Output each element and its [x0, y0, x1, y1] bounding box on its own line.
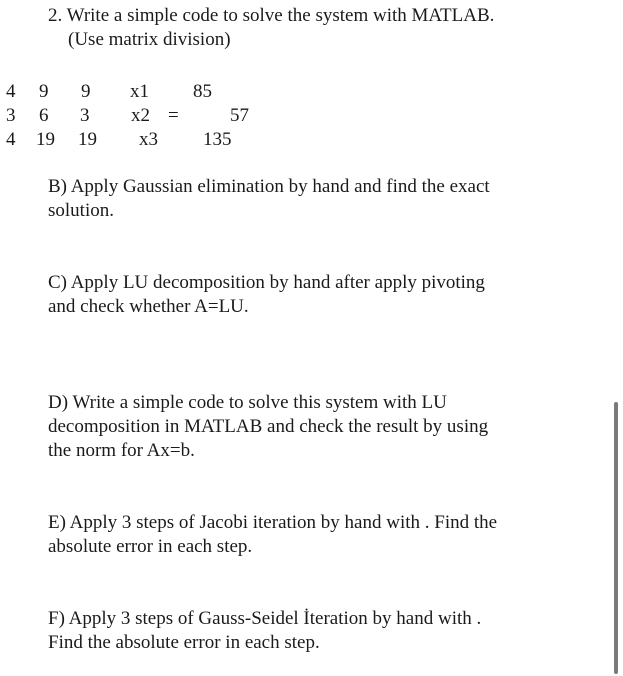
rhs-value: 85 — [193, 81, 212, 102]
matrix-cell: 19 — [78, 129, 97, 150]
part-f-line: Find the absolute error in each step. — [48, 632, 320, 653]
matrix-cell: 19 — [36, 129, 55, 150]
vertical-scrollbar[interactable] — [614, 402, 618, 674]
rhs-value: 57 — [230, 105, 249, 126]
part-c — [48, 271, 548, 319]
rhs-value: 135 — [203, 129, 232, 150]
part-c-line: and check whether A=LU. — [48, 296, 249, 317]
part-d — [48, 391, 548, 463]
part-e-line: E) Apply 3 steps of Jacobi iteration by hand with . Find the — [48, 512, 498, 533]
part-f — [48, 607, 548, 655]
matrix-cell: 9 — [81, 81, 91, 102]
part-d-line: D) Write a simple code to solve this system with LU — [48, 392, 447, 413]
part-e — [48, 511, 548, 559]
matrix-cell: 3 — [6, 105, 16, 126]
part-b-line: B) Apply Gaussian elimination by hand and find the exact — [48, 176, 490, 197]
question-line-2: (Use matrix division) — [68, 29, 231, 50]
question-line-1: 2. Write a simple code to solve the system with MATLAB. — [48, 5, 495, 26]
part-c-line: C) Apply LU decomposition by hand after apply pivoting — [48, 272, 485, 293]
unknown-x2: x2 — [131, 105, 150, 126]
part-d-line: decomposition in MATLAB and check the result by using — [48, 416, 489, 437]
matrix-cell: 6 — [39, 105, 49, 126]
unknown-x1: x1 — [130, 81, 149, 102]
equals-sign: = — [168, 105, 179, 126]
matrix-cell: 9 — [39, 81, 49, 102]
part-b-line: solution. — [48, 200, 114, 221]
matrix-cell: 3 — [80, 105, 90, 126]
unknown-x3: x3 — [139, 129, 158, 150]
matrix-cell: 4 — [6, 81, 16, 102]
matrix-cell: 4 — [6, 129, 16, 150]
part-f-line: F) Apply 3 steps of Gauss-Seidel İteration by hand with . — [48, 608, 482, 629]
part-d-line: the norm for Ax=b. — [48, 440, 195, 461]
part-b — [48, 175, 548, 223]
part-e-line: absolute error in each step. — [48, 536, 253, 557]
